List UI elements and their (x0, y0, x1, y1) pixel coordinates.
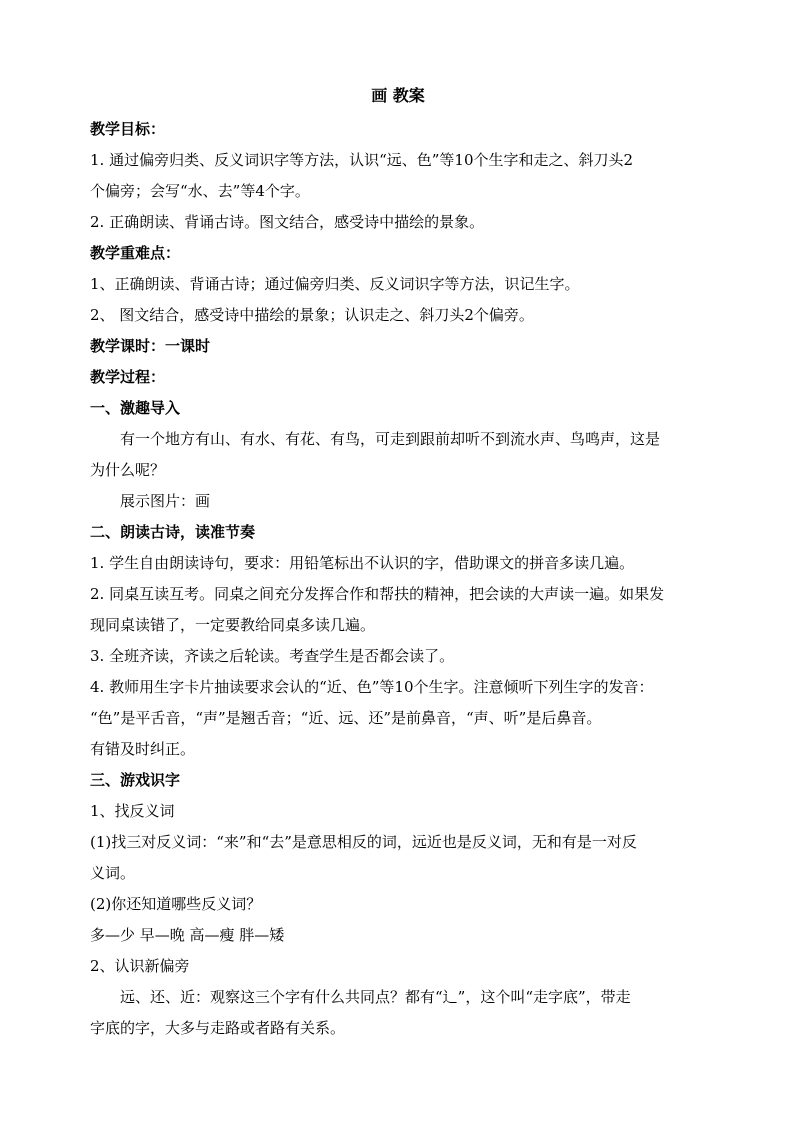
paragraph-line: 1、正确朗读、背诵古诗；通过偏旁归类、反义词识字等方法，识记生字。 (90, 275, 580, 293)
paragraph-line: 义词。 (90, 864, 136, 882)
paragraph-line: 字底的字，大多与走路或者路有关系。 (90, 1019, 346, 1037)
section-heading: 教学过程： (90, 368, 166, 386)
paragraph-line: “色”是平舌音，“声”是翘舌音；“近、远、还”是前鼻音，“声、听”是后鼻音。 (90, 709, 602, 727)
paragraph-line: 有一个地方有山、有水、有花、有鸟，可走到跟前却听不到流水声、鸟鸣声，这是 (120, 430, 661, 448)
paragraph-line: (1)找三对反义词：“来”和“去”是意思相反的词，远近也是反义词，无和有是一对反 (90, 833, 637, 851)
paragraph-line: 展示图片：画 (120, 492, 211, 510)
paragraph-line: 现同桌读错了，一定要教给同桌多读几遍。 (90, 616, 376, 634)
paragraph-line: 为什么呢？ (90, 461, 166, 479)
paragraph-line: 多—少 早—晚 高—瘦 胖—矮 (90, 926, 285, 944)
section-heading: 三、游戏识字 (90, 771, 181, 789)
document-page (90, 80, 706, 1044)
section-heading: 一、激趣导入 (90, 399, 181, 417)
document-body (90, 114, 706, 1044)
section-heading: 教学课时：一课时 (90, 337, 211, 355)
paragraph-line: (2)你还知道哪些反义词？ (90, 895, 262, 913)
paragraph-line: 1、找反义词 (90, 802, 175, 820)
paragraph-line: 2. 同桌互读互考。同桌之间充分发挥合作和帮扶的精神，把会读的大声读一遍。如果发 (90, 585, 665, 603)
paragraph-line: 3. 全班齐读，齐读之后轮读。考查学生是否都会读了。 (90, 647, 455, 665)
paragraph-line: 2、 图文结合，感受诗中描绘的景象；认识走之、斜刀头2个偏旁。 (90, 306, 534, 324)
paragraph-line: 1. 学生自由朗读诗句，要求：用铅笔标出不认识的字，借助课文的拼音多读几遍。 (90, 554, 635, 572)
section-heading: 二、朗读古诗，读准节奏 (90, 523, 256, 541)
section-heading: 教学目标： (90, 120, 166, 138)
paragraph-line: 有错及时纠正。 (90, 740, 196, 758)
document-title: 画 教案 (371, 86, 425, 105)
paragraph-line: 远、还、近：观察这三个字有什么共同点？都有“辶”，这个叫“走字底”，带走 (120, 988, 631, 1006)
paragraph-line: 4. 教师用生字卡片抽读要求会认的“近、色”等10个生字。注意倾听下列生字的发音： (90, 678, 654, 696)
section-heading: 教学重难点： (90, 244, 181, 262)
paragraph-line: 2、认识新偏旁 (90, 957, 190, 975)
paragraph-line: 个偏旁；会写“水、去”等4个字。 (90, 182, 310, 200)
paragraph-line: 2. 正确朗读、背诵古诗。图文结合，感受诗中描绘的景象。 (90, 213, 485, 231)
paragraph-line: 1. 通过偏旁归类、反义词识字等方法，认识“远、色”等10个生字和走之、斜刀头2 (90, 151, 634, 169)
